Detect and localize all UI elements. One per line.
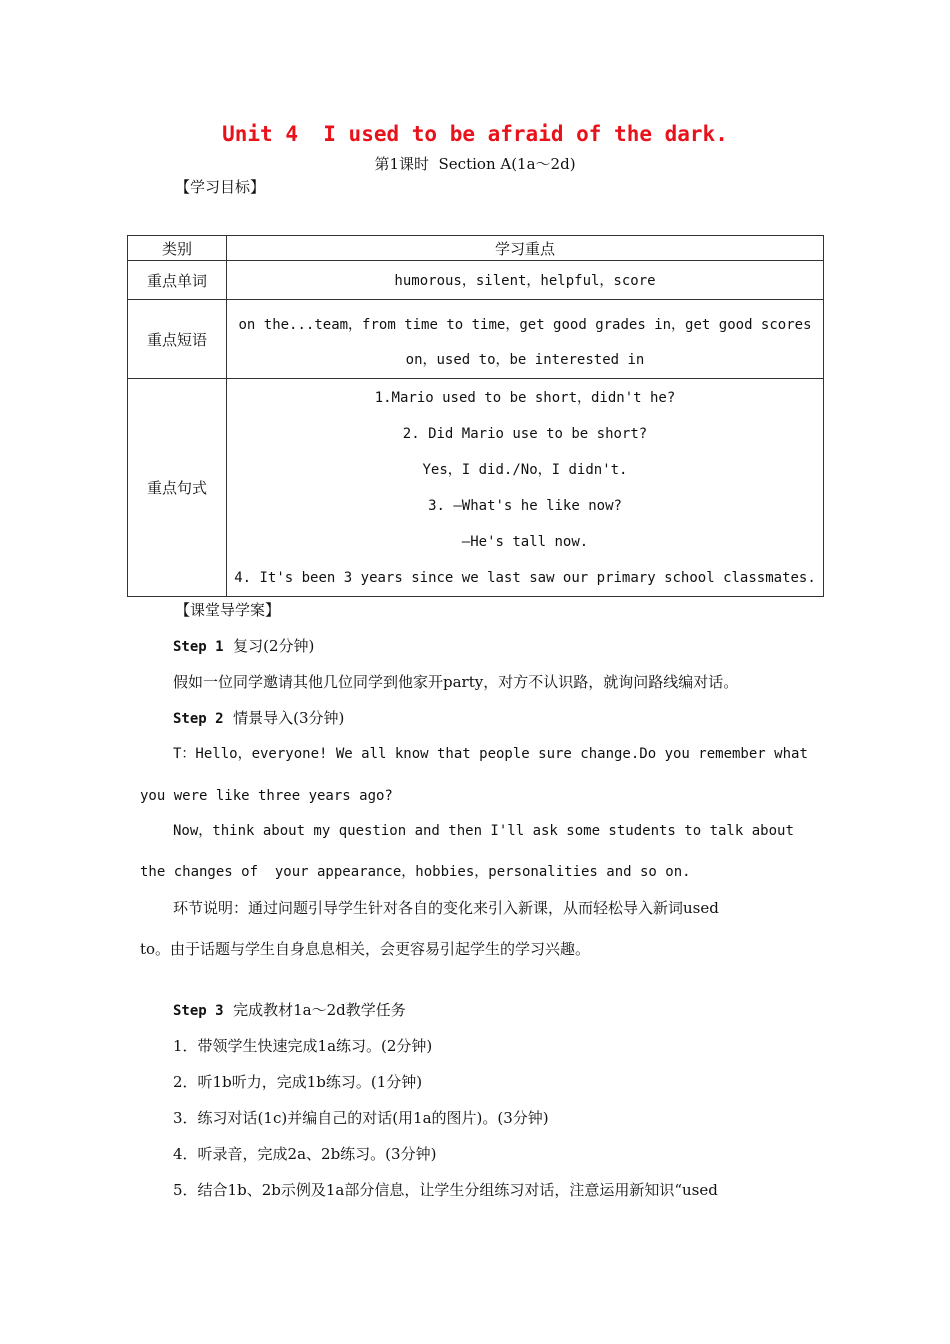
row-content: [227, 261, 824, 300]
content-line: Yes，I did./No，I didn't.: [422, 461, 628, 478]
row-category: 重点单词: [128, 261, 227, 300]
step1-heading: [173, 636, 314, 657]
step1-title: 复习(2分钟): [233, 637, 315, 655]
guide-heading: 【课堂导学案】: [175, 601, 281, 619]
objectives-heading: 【学习目标】: [175, 178, 266, 196]
step1-text: 假如一位同学邀请其他几位同学到他家开party，对方不认识路，就询问路线编对话。: [173, 673, 739, 691]
step2-heading: [173, 708, 344, 729]
step3-heading: [173, 1000, 406, 1021]
objectives-table: [127, 235, 824, 597]
lesson-subtitle: 第1课时 Section A(1a～2d): [374, 155, 576, 173]
step2-paragraph-1a: T：Hello，everyone! We all know that people sure change.Do you remember what: [173, 746, 808, 762]
step2-paragraph-1b: you were like three years ago?: [140, 788, 393, 804]
step3-item: 3．练习对话(1c)并编自己的对话(用1a的图片)。(3分钟): [173, 1109, 549, 1127]
unit-title: Unit 4 I used to be afraid of the dark.: [222, 122, 728, 146]
content-line: on the...team，from time to time，get good grades in，get good scores: [238, 316, 812, 333]
step2-title: 情景导入(3分钟): [233, 709, 345, 727]
table-row: [128, 300, 824, 379]
table-header-category: 类别: [128, 236, 227, 261]
row-category: 重点句式: [128, 379, 227, 597]
step1-label: Step 1: [173, 639, 224, 655]
content-line: 4. It's been 3 years since we last saw our primary school classmates.: [234, 569, 816, 586]
row-content: [227, 379, 824, 597]
content-line: 3. —What's he like now?: [428, 497, 622, 514]
table-row: [128, 379, 824, 597]
step3-item: 4．听录音，完成2a、2b练习。(3分钟): [173, 1145, 437, 1163]
step2-paragraph-2a: Now，think about my question and then I'll ask some students to talk about: [173, 823, 794, 839]
content-line: 2. Did Mario use to be short?: [402, 425, 648, 442]
content-line: on，used to，be interested in: [405, 351, 645, 368]
row-category: 重点短语: [128, 300, 227, 379]
content-line: —He's tall now.: [461, 533, 589, 550]
step2-label: Step 2: [173, 711, 224, 727]
step3-item: 1．带领学生快速完成1a练习。(2分钟): [173, 1037, 433, 1055]
table-header-focus: 学习重点: [227, 236, 824, 261]
step3-item: 2．听1b听力，完成1b练习。(1分钟): [173, 1073, 423, 1091]
table-header-row: [128, 236, 824, 261]
content-line: humorous，silent，helpful，score: [394, 273, 656, 289]
step3-title: 完成教材1a～2d教学任务: [233, 1001, 406, 1019]
row-content: [227, 300, 824, 379]
content-line: 1.Mario used to be short，didn't he?: [374, 389, 676, 406]
step3-item: 5．结合1b、2b示例及1a部分信息，让学生分组练习对话，注意运用新知识“used: [173, 1181, 718, 1199]
step2-paragraph-2b: the changes of your appearance，hobbies，personalities and so on.: [140, 864, 691, 880]
step2-note-b: to。由于话题与学生自身息息相关，会更容易引起学生的学习兴趣。: [140, 940, 591, 958]
step2-note-a: 环节说明：通过问题引导学生针对各自的变化来引入新课，从而轻松导入新词used: [173, 899, 719, 917]
table-row: [128, 261, 824, 300]
step3-label: Step 3: [173, 1003, 224, 1019]
